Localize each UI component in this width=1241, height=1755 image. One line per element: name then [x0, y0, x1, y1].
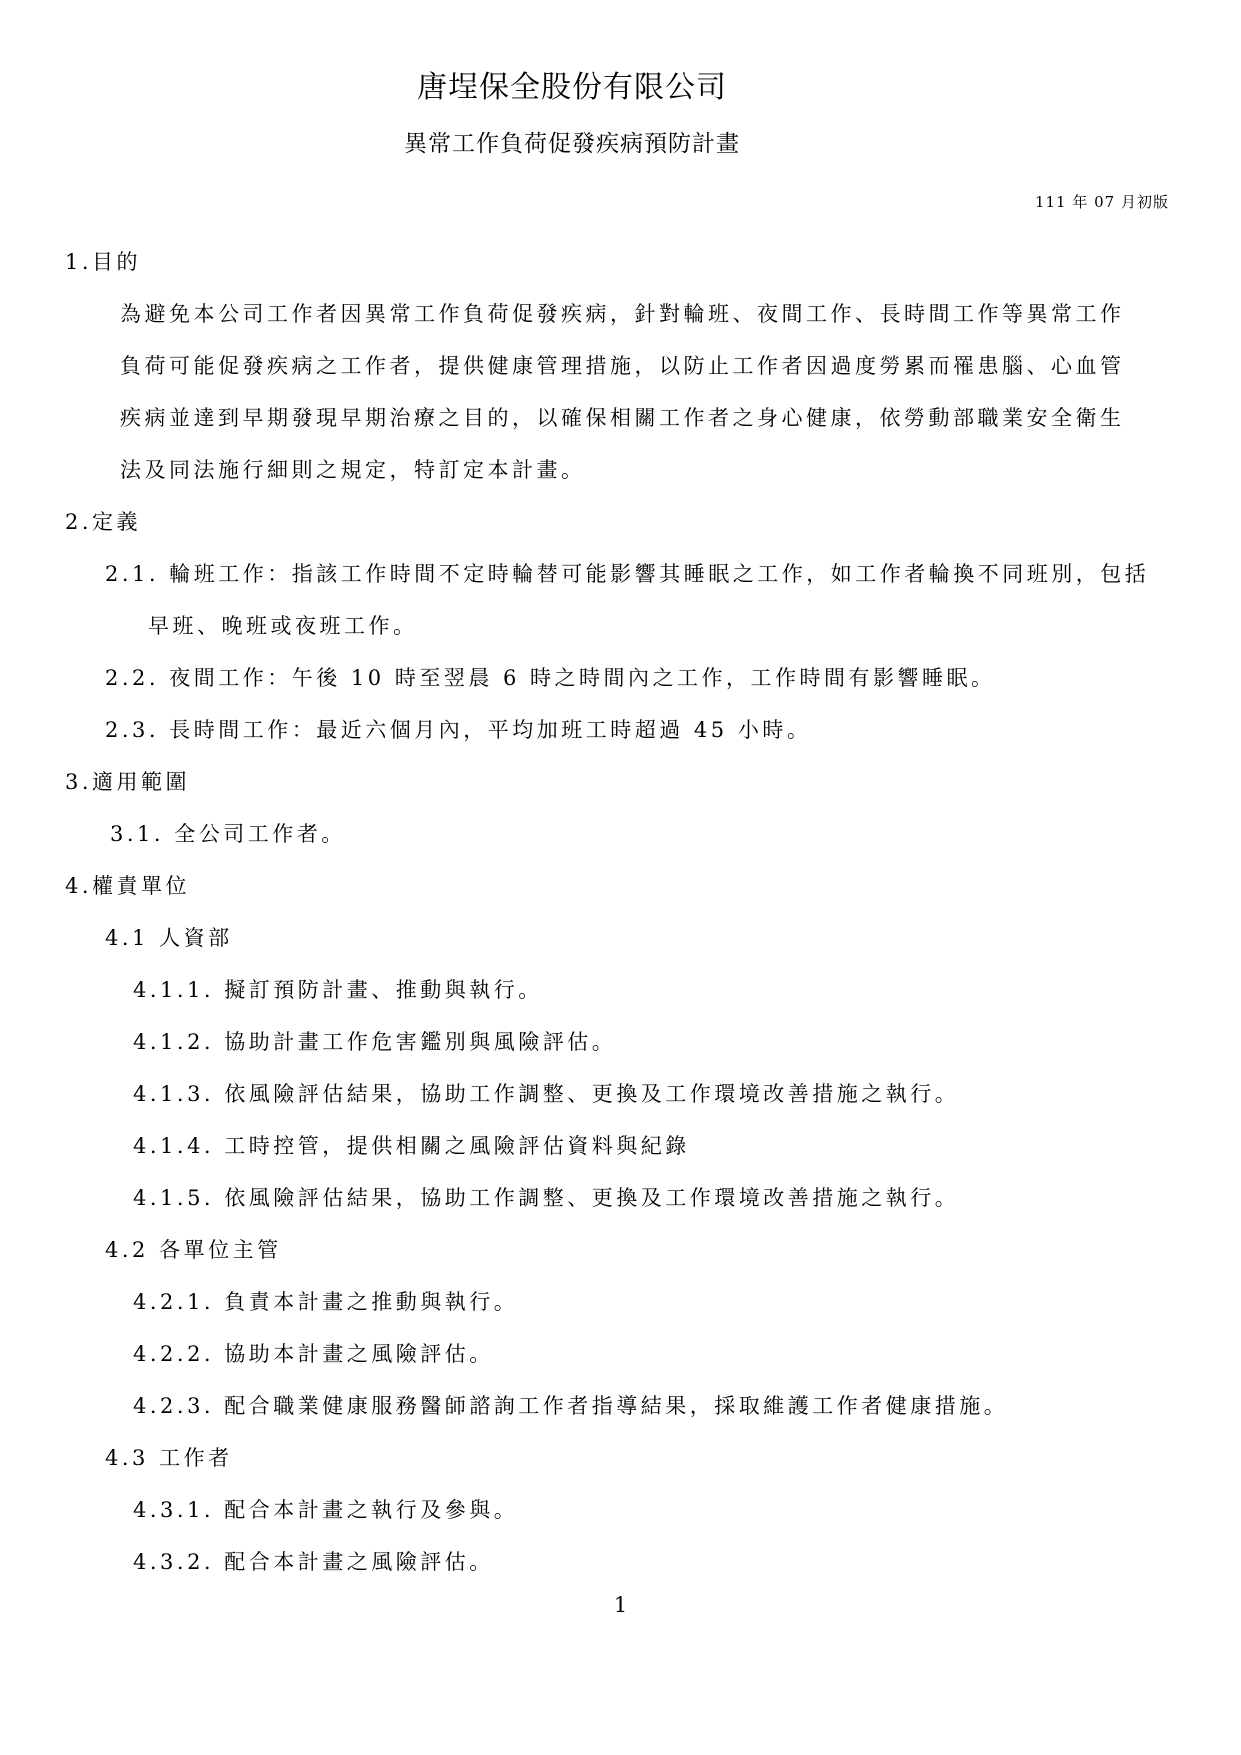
purpose-paragraph-line: 疾病並達到早期發現早期治療之目的，以確保相關工作者之身心健康，依勞動部職業安全衛生 [120, 406, 1125, 430]
list-item-4-2-3: 4.2.3. 配合職業健康服務醫師諮詢工作者指導結果，採取維護工作者健康措施。 [133, 1394, 1009, 1418]
list-item-2-1: 2.1. 輪班工作：指該工作時間不定時輪替可能影響其睡眠之工作，如工作者輪換不同班別，包括 [105, 562, 1150, 586]
section-heading-units: 4.權責單位 [65, 874, 191, 898]
purpose-paragraph-line: 負荷可能促發疾病之工作者，提供健康管理措施，以防止工作者因過度勞累而罹患腦、心血管 [120, 354, 1125, 378]
list-item-2-1-continuation: 早班、晚班或夜班工作。 [148, 614, 418, 638]
purpose-paragraph-line: 為避免本公司工作者因異常工作負荷促發疾病，針對輪班、夜間工作、長時間工作等異常工作 [120, 302, 1125, 326]
list-item-4-2-1: 4.2.1. 負責本計畫之推動與執行。 [133, 1290, 519, 1314]
list-item-4-1-2: 4.1.2. 協助計畫工作危害鑑別與風險評估。 [133, 1030, 617, 1054]
company-title: 唐埕保全股份有限公司 [417, 70, 727, 105]
list-item-4-2-2: 4.2.2. 協助本計畫之風險評估。 [133, 1342, 494, 1366]
list-item-2-3: 2.3. 長時間工作：最近六個月內，平均加班工時超過 45 小時。 [105, 718, 812, 742]
document-body [65, 236, 1169, 1588]
list-item-4-3: 4.3 工作者 [105, 1446, 233, 1470]
list-item-4-1: 4.1 人資部 [105, 926, 233, 950]
document-header [65, 66, 1079, 160]
list-item-3-1: 3.1. 全公司工作者。 [110, 822, 346, 846]
section-heading-scope: 3.適用範圍 [65, 770, 191, 794]
version-note: 111 年 07 月初版 [1034, 193, 1169, 211]
section-heading-purpose: 1.目的 [65, 250, 142, 274]
list-item-4-3-2: 4.3.2. 配合本計畫之風險評估。 [133, 1550, 494, 1574]
list-item-2-2: 2.2. 夜間工作：午後 10 時至翌晨 6 時之時間內之工作，工作時間有影響睡眠。 [105, 666, 996, 690]
list-item-4-1-3: 4.1.3. 依風險評估結果，協助工作調整、更換及工作環境改善措施之執行。 [133, 1082, 960, 1106]
list-item-4-2: 4.2 各單位主管 [105, 1238, 282, 1262]
list-item-4-1-4: 4.1.4. 工時控管，提供相關之風險評估資料與紀錄 [133, 1134, 690, 1158]
list-item-4-1-5: 4.1.5. 依風險評估結果，協助工作調整、更換及工作環境改善措施之執行。 [133, 1186, 960, 1210]
list-item-4-1-1: 4.1.1. 擬訂預防計畫、推動與執行。 [133, 978, 543, 1002]
page-number: 1 [613, 1593, 628, 1617]
list-item-4-3-1: 4.3.1. 配合本計畫之執行及參與。 [133, 1498, 519, 1522]
purpose-paragraph-line: 法及同法施行細則之規定，特訂定本計畫。 [120, 458, 586, 482]
section-heading-definitions: 2.定義 [65, 510, 142, 534]
document-title: 異常工作負荷促發疾病預防計畫 [404, 131, 740, 157]
